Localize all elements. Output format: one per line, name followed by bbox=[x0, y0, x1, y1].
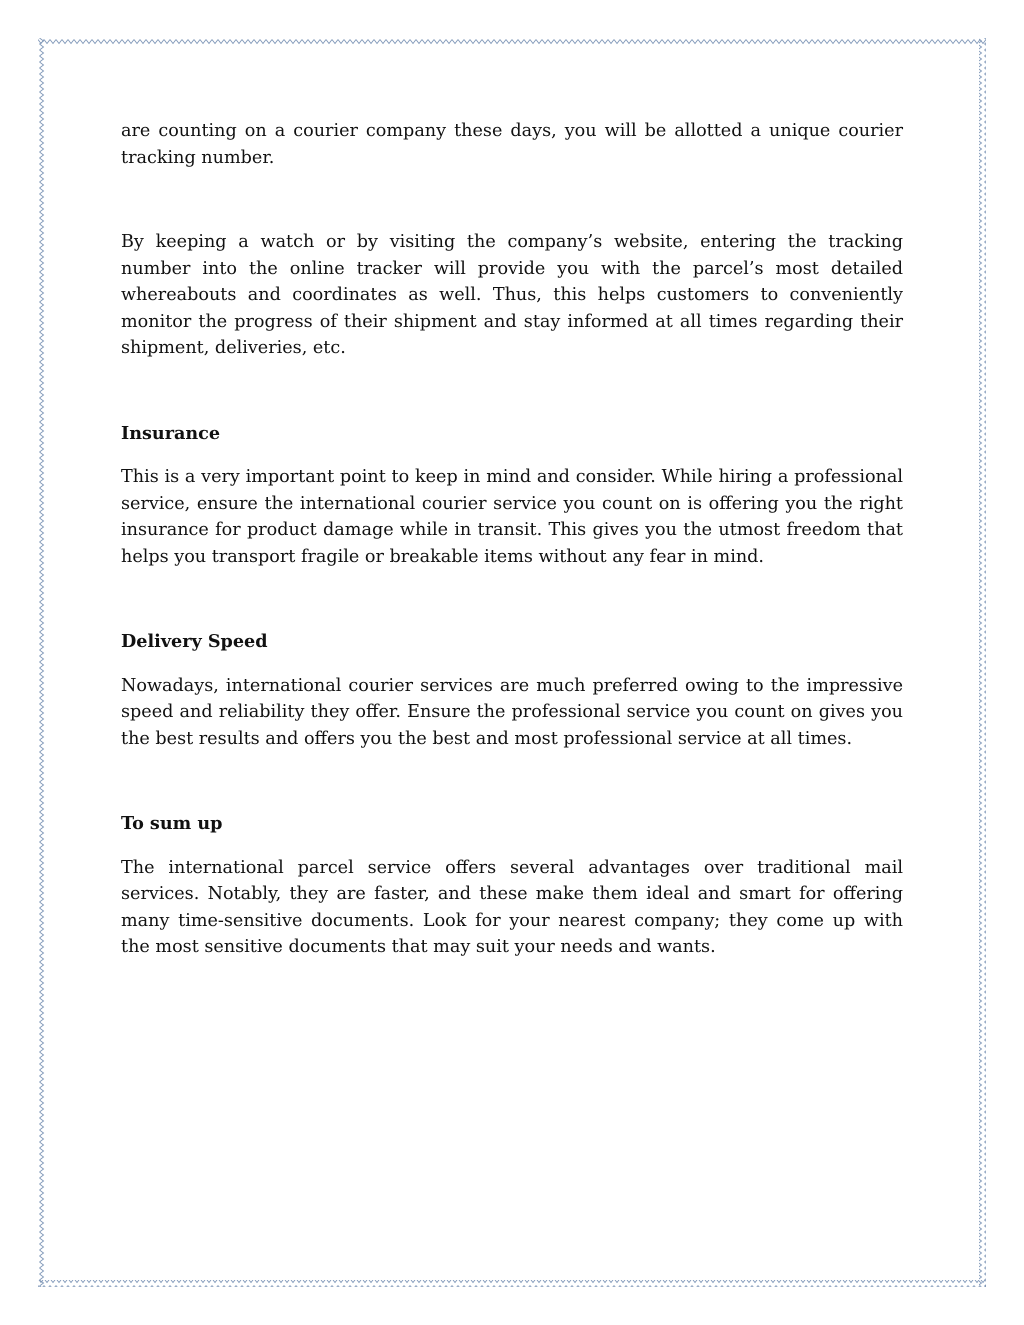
insurance-paragraph: This is a very important point to keep in mind and consider. While hiring a professional service, ensure the international courier service you count on is offering you the right insurance for product damage while in transit. This gives you the utmost freedom that helps you transport fragile or breakable items without any fear in mind. bbox=[121, 467, 903, 567]
delivery-speed-paragraph: Nowadays, international courier services are much preferred owing to the impressive speed and reliability they offer. Ensure the professional service you count on gives you the best results and offers you the best and most professional service at all times. bbox=[121, 675, 903, 749]
heading-to-sum-up: To sum up bbox=[121, 813, 223, 834]
document-body bbox=[121, 118, 903, 961]
heading-delivery-speed: Delivery Speed bbox=[121, 631, 268, 652]
heading-insurance: Insurance bbox=[121, 422, 221, 444]
to-sum-up-paragraph: The international parcel service offers several advantages over traditional mail services. Notably, they are faster, and these make them ideal and smart for offering many time-sensitive documents. Look for your nearest company; they come up with the most sensitive documents that may suit your needs and wants. bbox=[121, 857, 903, 957]
intro-paragraph-1: are counting on a courier company these days, you will be allotted a unique courier tracking number. bbox=[121, 121, 903, 168]
intro-paragraph-2: By keeping a watch or by visiting the company’s website, entering the tracking number into the online tracker will provide you with the parcel’s most detailed whereabouts and coordinates as well. Thus, this helps customers to conveniently monitor the progress of their shipment and stay informed at all times regarding their shipment, deliveries, etc. bbox=[121, 232, 903, 358]
